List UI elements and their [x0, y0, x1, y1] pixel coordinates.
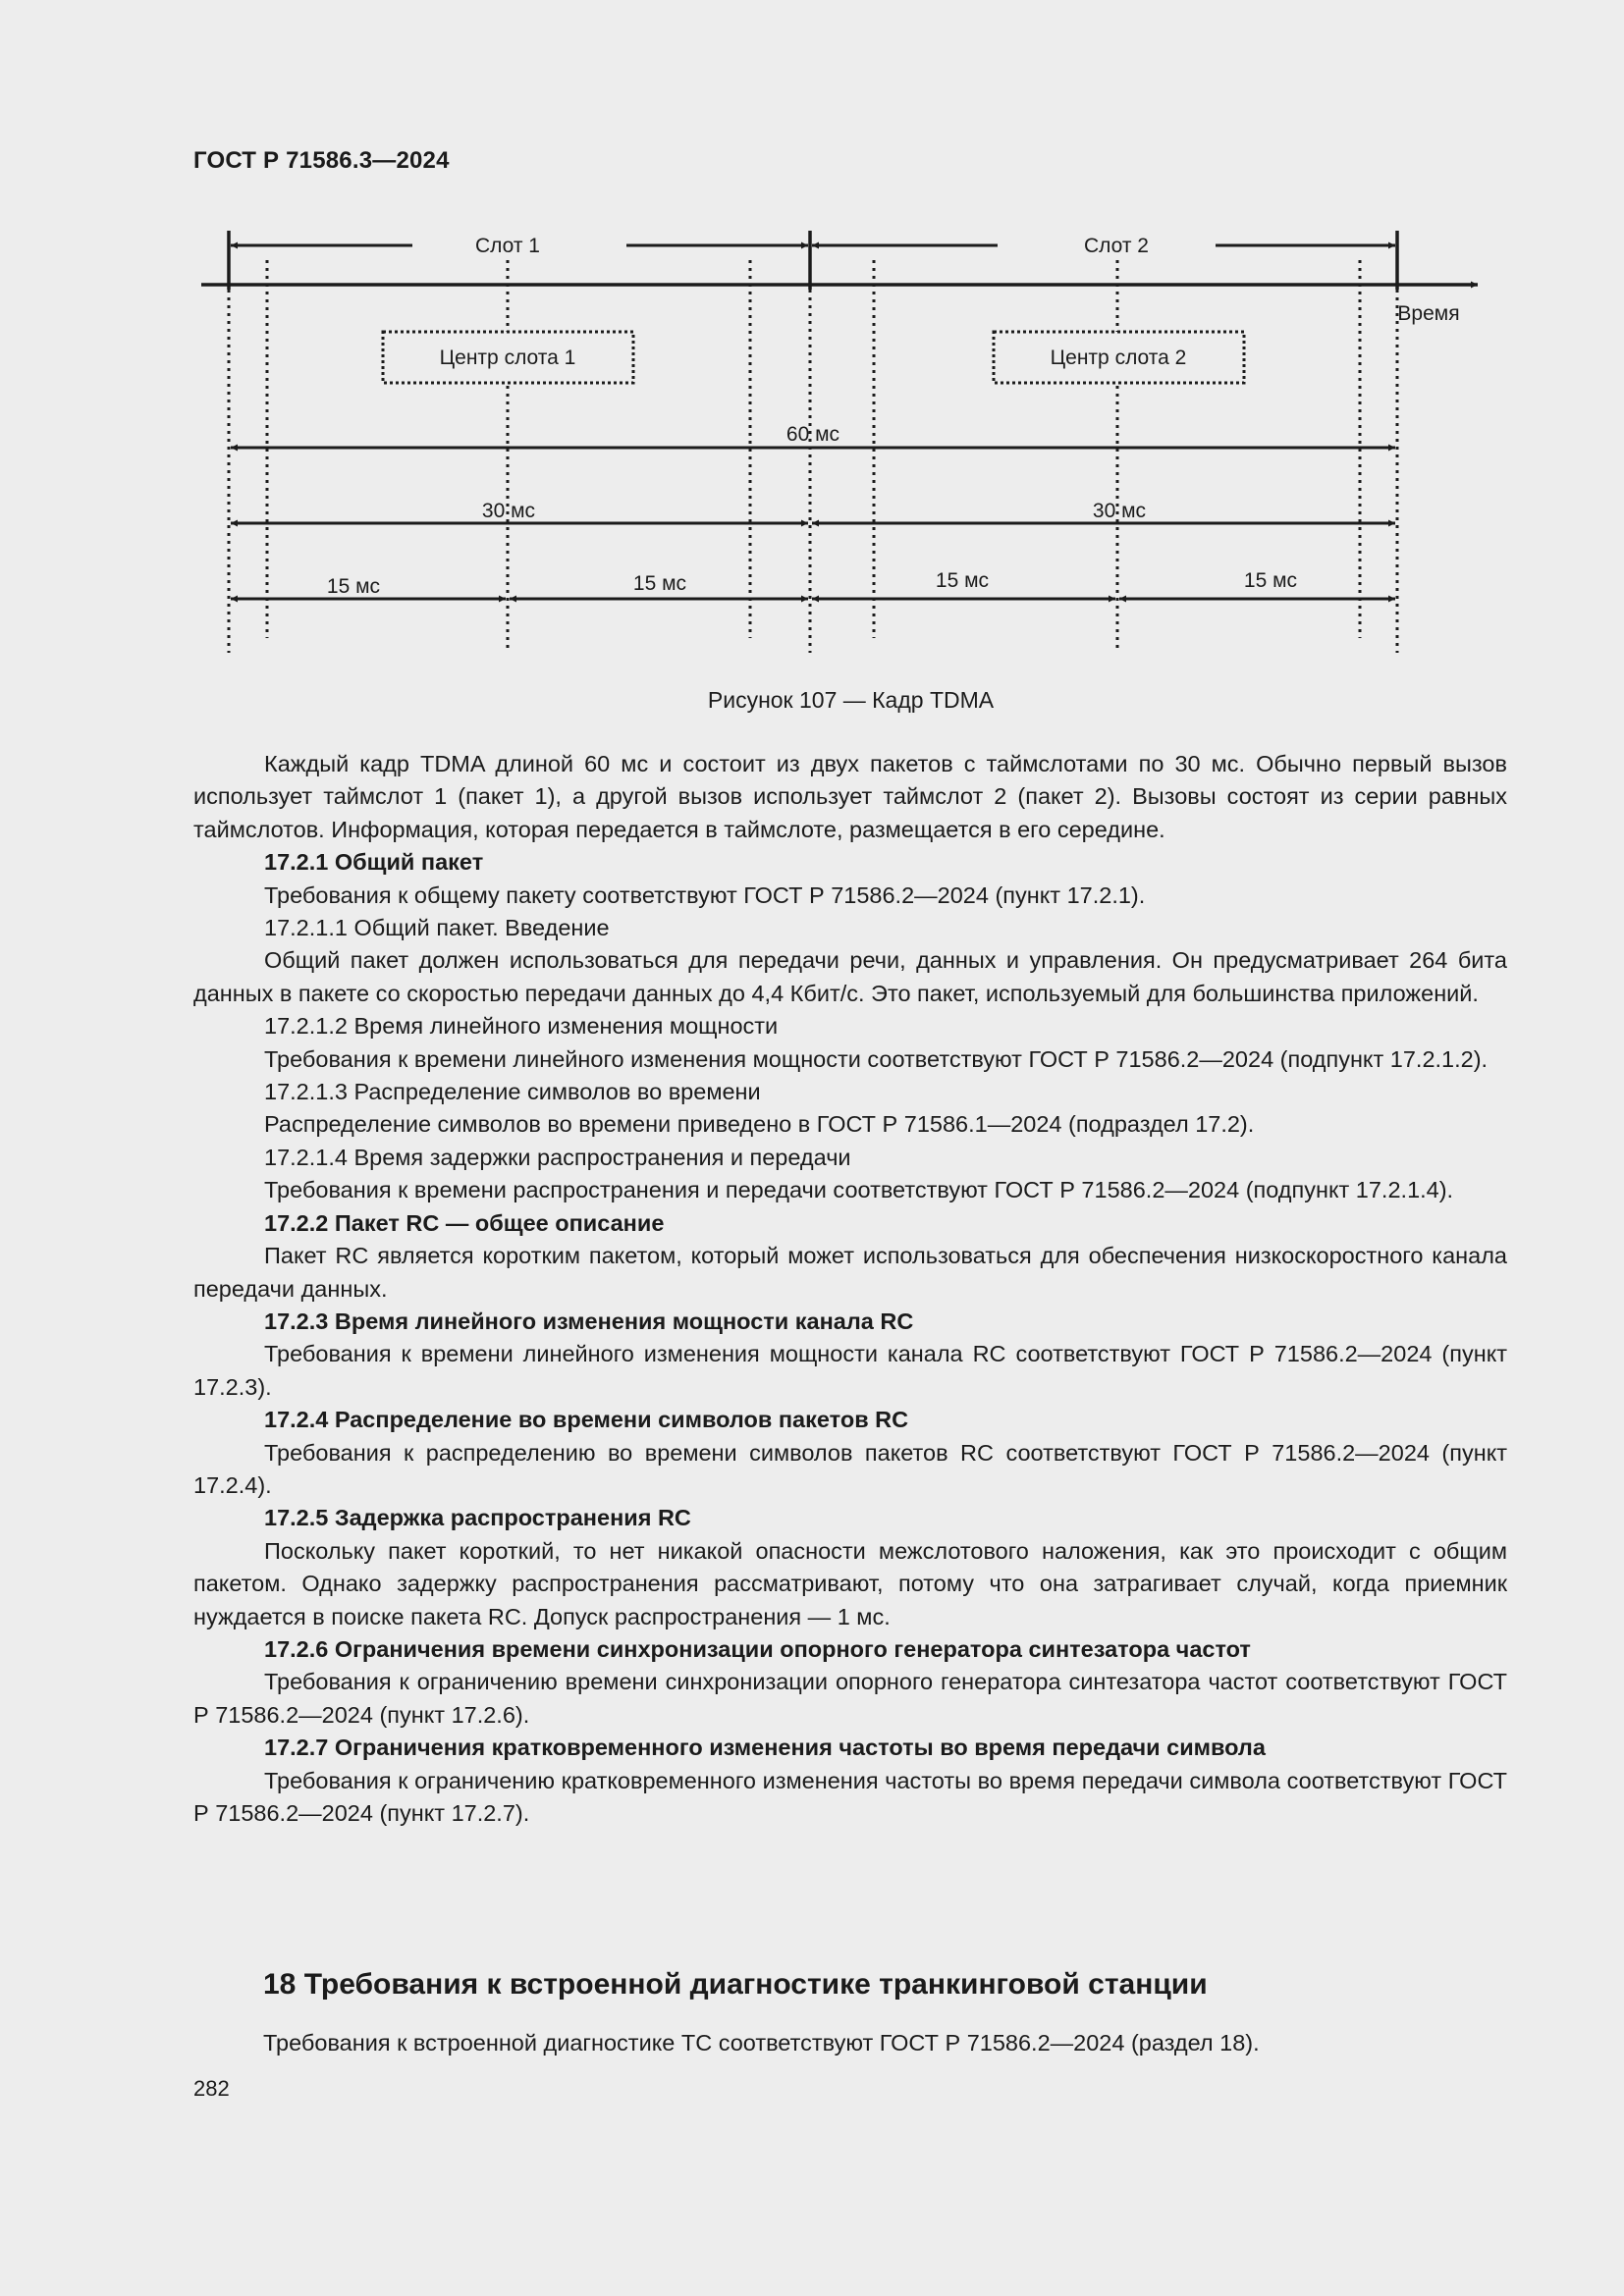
slot-2-label: Слот 2	[1083, 235, 1150, 257]
paragraph: Поскольку пакет короткий, то нет никакой опасности межслотового наложения, как это происходит с общим пакетом. Однако задержку распространения рассматривают, потому что она затрагивает случай, когда приемник нуждается в поиске пакета RC. Допуск распространения — 1 мс.	[193, 1537, 1507, 1629]
slot2-30ms-label: 30 мс	[1092, 500, 1147, 522]
page-number: 282	[193, 2076, 230, 2101]
document-header: ГОСТ Р 71586.3—2024	[193, 147, 450, 174]
tdma-frame-diagram	[187, 216, 1522, 677]
subsection-heading: 17.2.3 Время линейного изменения мощности канала RC	[264, 1308, 914, 1334]
subsection-heading: 17.2.2 Пакет RC — общее описание	[264, 1209, 665, 1236]
paragraph: Требования к распределению во времени символов пакетов RC соответствуют ГОСТ Р 71586.2—2024 (пункт 17.2.4).	[193, 1439, 1507, 1498]
paragraph: Распределение символов во времени приведено в ГОСТ Р 71586.1—2024 (подраздел 17.2).	[264, 1111, 1255, 1138]
section-18-text: Требования к встроенной диагностике ТС соответствуют ГОСТ Р 71586.2—2024 (раздел 18).	[263, 2030, 1260, 2056]
q1-15ms-label: 15 мс	[326, 575, 381, 598]
subsection-heading: 17.2.1 Общий пакет	[264, 849, 484, 876]
paragraph: Общий пакет должен использоваться для передачи речи, данных и управления. Он предусматривает 264 бита данных в пакете со скоростью передачи данных до 4,4 Кбит/с. Это пакет, используемый для большинства приложений.	[193, 947, 1507, 1006]
paragraph: Пакет RC является коротким пакетом, который может использоваться для обеспечения низкоскоростного канала передачи данных.	[193, 1243, 1507, 1302]
time-label: Время	[1397, 302, 1460, 325]
frame-60ms-label: 60 мс	[785, 423, 840, 446]
subsection-heading: 17.2.4 Распределение во времени символов пакетов RC	[264, 1407, 909, 1433]
subsection-heading: 17.2.5 Задержка распространения RC	[264, 1505, 691, 1531]
paragraph: Требования к ограничению кратковременного изменения частоты во время передачи символа соответствуют ГОСТ Р 71586.2—2024 (пункт 17.2.7).	[193, 1767, 1507, 1826]
figure-caption: Рисунок 107 — Кадр TDMA	[707, 687, 995, 713]
paragraph: Требования к ограничению времени синхронизации опорного генератора синтезатора частот соответствуют ГОСТ Р 71586.2—2024 (пункт 17.2.6).	[193, 1669, 1507, 1728]
center-2-label: Центр слота 2	[1050, 347, 1187, 369]
paragraph: Требования к времени распространения и передачи соответствуют ГОСТ Р 71586.2—2024 (подпункт 17.2.1.4).	[264, 1177, 1454, 1203]
q4-15ms-label: 15 мс	[1243, 569, 1298, 592]
slot1-30ms-label: 30 мс	[481, 500, 536, 522]
section-18-title: 18 Требования к встроенной диагностике транкинговой станции	[263, 1968, 1208, 2001]
subitem-heading: 17.2.1.4 Время задержки распространения и передачи	[264, 1144, 851, 1170]
subsection-heading: 17.2.6 Ограничения времени синхронизации опорного генератора синтезатора частот	[264, 1635, 1251, 1662]
paragraph: Требования к общему пакету соответствуют ГОСТ Р 71586.2—2024 (пункт 17.2.1).	[264, 881, 1146, 908]
subsection-heading: 17.2.7 Ограничения кратковременного изменения частоты во время передачи символа	[264, 1735, 1266, 1761]
q2-15ms-label: 15 мс	[632, 572, 687, 595]
slot-1-label: Слот 1	[474, 235, 541, 257]
subitem-heading: 17.2.1.1 Общий пакет. Введение	[264, 915, 610, 941]
q3-15ms-label: 15 мс	[935, 569, 990, 592]
center-1-label: Центр слота 1	[439, 347, 576, 369]
body-text	[193, 748, 1507, 1830]
paragraph: Каждый кадр TDMA длиной 60 мс и состоит из двух пакетов с таймслотами по 30 мс. Обычно первый вызов использует таймслот 1 (пакет 1), а другой вызов использует таймслот 2 (пакет 2). Вызовы состоят из серии равных таймслотов. Информация, которая передается в таймслоте, размещается в его середине.	[193, 751, 1507, 842]
paragraph: Требования к времени линейного изменения мощности канала RC соответствуют ГОСТ Р 71586.2—2024 (пункт 17.2.3).	[193, 1341, 1507, 1400]
subitem-heading: 17.2.1.3 Распределение символов во времени	[264, 1079, 761, 1105]
subitem-heading: 17.2.1.2 Время линейного изменения мощности	[264, 1013, 779, 1040]
paragraph: Требования к времени линейного изменения мощности соответствуют ГОСТ Р 71586.2—2024 (подпункт 17.2.1.2).	[264, 1045, 1489, 1072]
